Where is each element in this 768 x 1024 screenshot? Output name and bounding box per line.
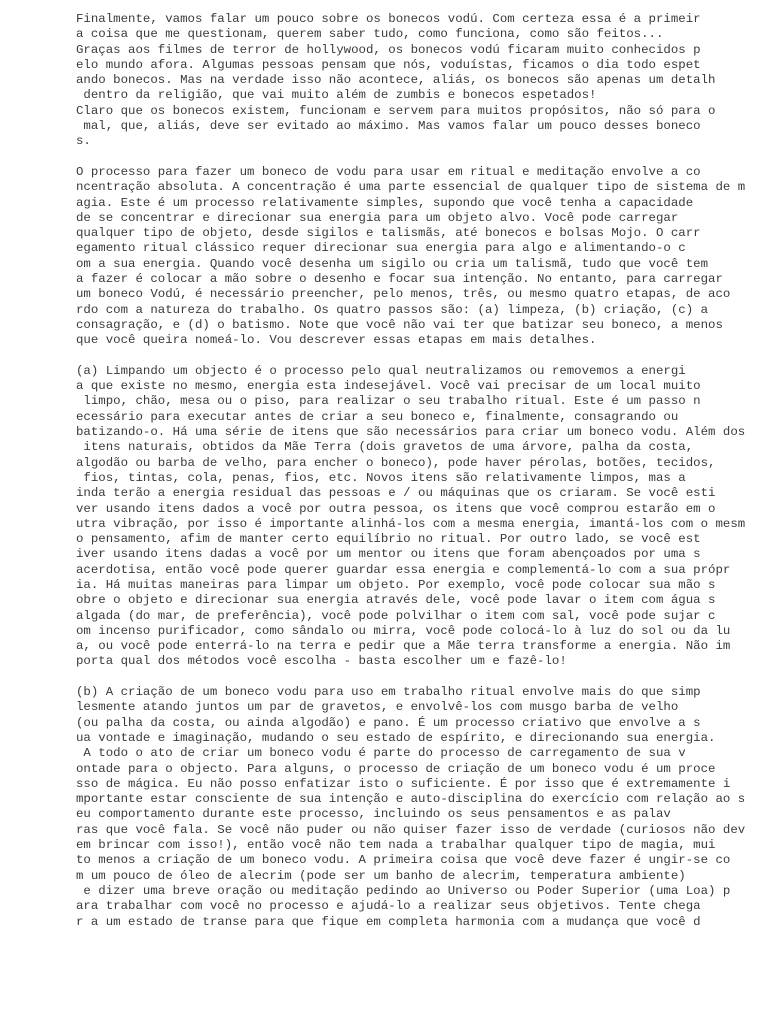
text-line: ecessário para executar antes de criar a seu boneco e, finalmente, consagrando ou	[76, 409, 679, 424]
text-line: ando bonecos. Mas na verdade isso não acontece, aliás, os bonecos são apenas um detalh	[76, 73, 716, 88]
text-line: consagração, e (d) o batismo. Note que você não vai ter que batizar seu boneco, a menos	[76, 317, 723, 332]
text-line: m um pouco de óleo de alecrim (pode ser um banho de alecrim, temperatura ambiente)	[76, 868, 686, 883]
text-line: eu comportamento durante este processo, incluindo os seus pensamentos e as palav	[76, 807, 671, 822]
text-line: a, ou você pode enterrá-lo na terra e pedir que a Mãe terra transforme a energia. Não im	[76, 639, 731, 654]
text-line: inda terão a energia residual das pessoas e / ou máquinas que os criaram. Se você esti	[76, 486, 716, 501]
text-line: obre o objeto e direcionar sua energia através dele, você pode lavar o item com água s	[76, 593, 716, 608]
text-line: lesmente atando juntos um par de gravetos, e envolvê-los com musgo barba de velho	[76, 700, 679, 715]
text-line: a fazer é colocar a mão sobre o desenho e focar sua intenção. No entanto, para carregar	[76, 272, 723, 287]
text-line: sso de mágica. Eu não posso enfatizar isto o suficiente. É por isso que é extremamente i	[76, 776, 731, 791]
text-line: r a um estado de transe para que fique em completa harmonia com a mudança que você d	[76, 914, 701, 929]
text-line: Claro que os bonecos existem, funcionam e servem para muitos propósitos, não só para o	[76, 103, 716, 118]
text-line: O processo para fazer um boneco de vodu para usar em ritual e meditação envolve a co	[76, 164, 701, 179]
text-line: algodão ou barba de velho, para encher o boneco), pode haver pérolas, botões, tecidos,	[76, 455, 716, 470]
text-line: (b) A criação de um boneco vodu para uso em trabalho ritual envolve mais do que simp	[76, 685, 701, 700]
text-line: mal, que, aliás, deve ser evitado ao máximo. Mas vamos falar um pouco desses boneco	[76, 119, 701, 134]
text-line: que você queira nomeá-lo. Vou descrever essas etapas em mais detalhes.	[76, 333, 597, 348]
text-line: de se concentrar e direcionar sua energia para um objeto alvo. Você pode carregar	[76, 210, 679, 225]
text-line: iver usando itens dadas a você por um mentor ou itens que foram abençoados por uma s	[76, 547, 701, 562]
blank-line	[76, 349, 756, 364]
text-line: porta qual dos métodos você escolha - basta escolher um e fazê-lo!	[76, 654, 567, 669]
blank-line	[76, 670, 756, 685]
text-line: qualquer tipo de objeto, desde sigilos e talismãs, até bonecos e bolsas Mojo. O carr	[76, 226, 701, 241]
text-line: a que existe no mesmo, energia esta indesejável. Você vai precisar de um local muito	[76, 379, 701, 394]
text-line: agia. Este é um processo relativamente simples, supondo que você tenha a capacidade	[76, 195, 694, 210]
document-page	[76, 12, 756, 930]
text-line: um boneco Vodú, é necessário preencher, pelo menos, três, ou mesmo quatro etapas, de aco	[76, 287, 731, 302]
text-line: mportante estar consciente de sua intenção e auto-disciplina do exercício com relação ao s	[76, 792, 746, 807]
text-line: Finalmente, vamos falar um pouco sobre os bonecos vodú. Com certeza essa é a primeir	[76, 12, 701, 26]
text-line: Graças aos filmes de terror de hollywood, os bonecos vodú ficaram muito conhecidos p	[76, 42, 701, 57]
text-line: em brincar com isso!), então você não tem nada a trabalhar qualquer tipo de magia, mui	[76, 838, 716, 853]
text-line: algada (do mar, de preferência), você pode polvilhar o item com sal, você pode sujar c	[76, 608, 716, 623]
text-line: ras que você fala. Se você não puder ou não quiser fazer isso de verdade (curiosos não dev	[76, 822, 746, 837]
text-line: om incenso purificador, como sândalo ou mirra, você pode colocá-lo à luz do sol ou da lu	[76, 623, 731, 638]
text-line: om a sua energia. Quando você desenha um sigilo ou cria um talismã, tudo que você tem	[76, 256, 709, 271]
text-line: ia. Há muitas maneiras para limpar um objeto. Por exemplo, você pode colocar sua mão s	[76, 577, 716, 592]
text-line: ncentração absoluta. A concentração é uma parte essencial de qualquer tipo de sistema de m	[76, 180, 746, 195]
text-line: ara trabalhar com você no processo e ajudá-lo a realizar seus objetivos. Tente chega	[76, 899, 701, 914]
text-line: itens naturais, obtidos da Mãe Terra (dois gravetos de uma árvore, palha da costa,	[76, 440, 694, 455]
text-line: utra vibração, por isso é importante alinhá-los com a mesma energia, imantá-los com o mesm	[76, 516, 746, 531]
text-line: ontade para o objecto. Para alguns, o processo de criação de um boneco vodu é um proce	[76, 761, 716, 776]
text-line: acerdotisa, então você pode querer guardar essa energia e complementá-lo com a sua própr	[76, 562, 731, 577]
text-line: o pensamento, afim de manter certo equilíbrio no ritual. Por outro lado, se você est	[76, 532, 701, 547]
text-line: a coisa que me questionam, querem saber tudo, como funciona, como são feitos...	[76, 27, 664, 42]
text-line: ver usando itens dados a você por outra pessoa, os itens que você comprou estarão em o	[76, 501, 716, 516]
blank-line	[76, 150, 756, 165]
text-line: s.	[76, 134, 91, 149]
text-line: ua vontade e imaginação, mudando o seu estado de espírito, e direcionando sua energia.	[76, 730, 716, 745]
text-line: elo mundo afora. Algumas pessoas pensam que nós, voduístas, ficamos o dia todo espet	[76, 57, 701, 72]
text-line: batizando-o. Há uma série de itens que são necessários para criar um boneco vodu. Além dos	[76, 425, 746, 440]
text-line: (ou palha da costa, ou ainda algodão) e pano. É um processo criativo que envolve a s	[76, 715, 701, 730]
text-line: to menos a criação de um boneco vodu. A primeira coisa que você deve fazer é ungir-se co	[76, 853, 731, 868]
text-line: egamento ritual clássico requer direcionar sua energia para algo e alimentando-o c	[76, 241, 686, 256]
text-line: (a) Limpando um objecto é o processo pelo qual neutralizamos ou removemos a energi	[76, 363, 686, 378]
text-line: limpo, chão, mesa ou o piso, para realizar o seu trabalho ritual. Este é um passo n	[76, 394, 701, 409]
text-line: fios, tintas, cola, penas, fios, etc. Novos itens são relativamente limpos, mas a	[76, 470, 686, 485]
text-line: dentro da religião, que vai muito além de zumbis e bonecos espetados!	[76, 88, 597, 103]
text-line: rdo com a natureza do trabalho. Os quatro passos são: (a) limpeza, (b) criação, (c) a	[76, 302, 709, 317]
text-line: A todo o ato de criar um boneco vodu é parte do processo de carregamento de sua v	[76, 746, 686, 761]
text-line: e dizer uma breve oração ou meditação pedindo ao Universo ou Poder Superior (uma Loa) p	[76, 883, 731, 898]
